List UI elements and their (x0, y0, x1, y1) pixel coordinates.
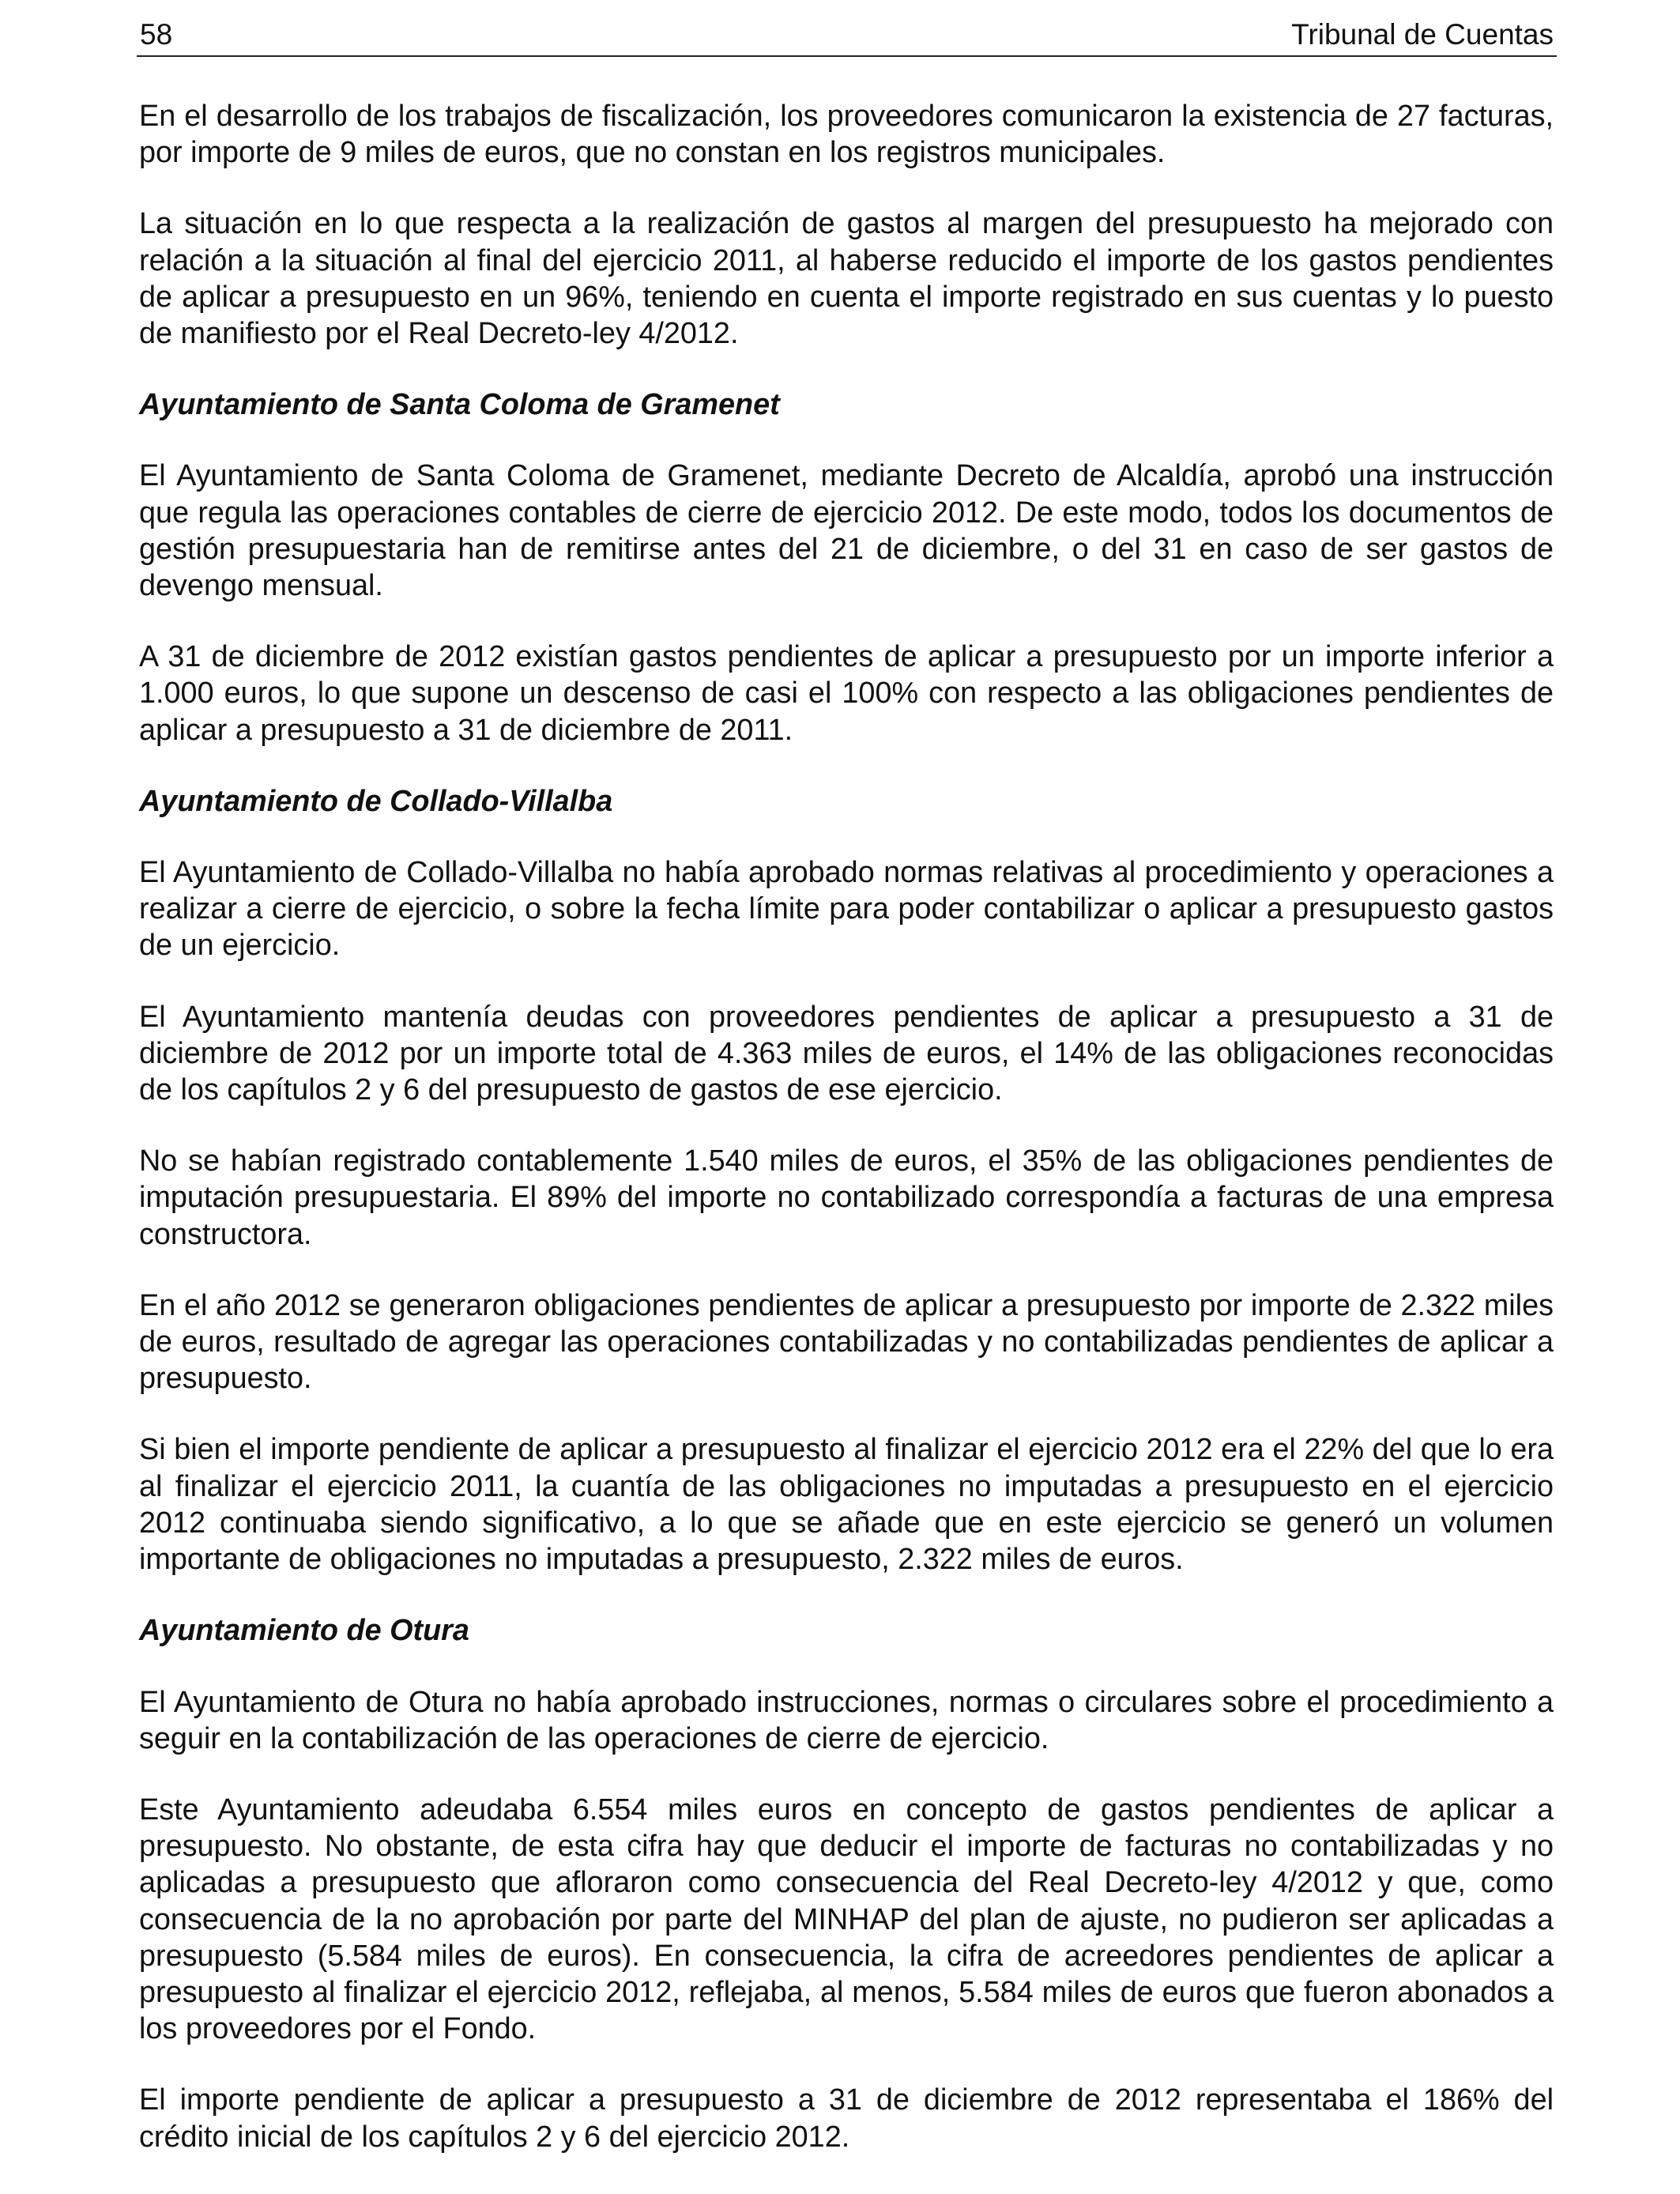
paragraph: Este Ayuntamiento adeudaba 6.554 miles euros en concepto de gastos pendientes de aplicar a presupuesto. No obstante, de esta cifra hay que deducir el importe de facturas no contabilizadas y no aplicadas a presupuesto que afloraron como consecuencia del Real Decreto-ley 4/2012 y que, como consecuencia de la no aprobación por parte del MINHAP del plan de ajuste, no pudieron ser aplicadas a presupuesto (5.584 miles de euros). En consecuencia, la cifra de acreedores pendientes de aplicar a presupuesto al finalizar el ejercicio 2012, reflejaba, al menos, 5.584 miles de euros que fueron abonados a los proveedores por el Fondo. (139, 1793, 1554, 2046)
paragraph: El Ayuntamiento de Collado-Villalba no había aprobado normas relativas al procedimiento y operaciones a realizar a cierre de ejercicio, o sobre la fecha límite para poder contabilizar o aplicar a presupuesto gastos de un ejercicio. (139, 856, 1554, 963)
document-body (139, 98, 1554, 2190)
paragraph: La situación en lo que respecta a la realización de gastos al margen del presupuesto ha mejorado con relación a la situación al final del ejercicio 2011, al haberse reducido el importe de los gastos pendientes de aplicar a presupuesto en un 96%, teniendo en cuenta el importe registrado en sus cuentas y lo puesto de manifiesto por el Real Decreto-ley 4/2012. (139, 207, 1554, 351)
paragraph: El Ayuntamiento de Santa Coloma de Gramenet, mediante Decreto de Alcaldía, aprobó una instrucción que regula las operaciones contables de cierre de ejercicio 2012. De este modo, todos los documentos de gestión presupuestaria han de remitirse antes del 21 de diciembre, o del 31 en caso de ser gastos de devengo mensual. (139, 459, 1554, 603)
section-heading-collado-villalba: Ayuntamiento de Collado-Villalba (139, 784, 613, 818)
section-heading-santa-coloma: Ayuntamiento de Santa Coloma de Gramenet (139, 388, 780, 422)
paragraph: El Ayuntamiento mantenía deudas con proveedores pendientes de aplicar a presupuesto a 31 de diciembre de 2012 por un importe total de 4.363 miles de euros, el 14% de las obligaciones reconocidas de los capítulos 2 y 6 del presupuesto de gastos de ese ejercicio. (139, 1000, 1554, 1107)
section-heading-otura: Ayuntamiento de Otura (139, 1614, 469, 1648)
paragraph: En el año 2012 se generaron obligaciones pendientes de aplicar a presupuesto por importe de 2.322 miles de euros, resultado de agregar las operaciones contabilizadas y no contabilizadas pendientes de aplicar a presupuesto. (139, 1288, 1554, 1396)
paragraph: No se habían registrado contablemente 1.540 miles de euros, el 35% de las obligaciones pendientes de imputación presupuestaria. El 89% del importe no contabilizado correspondía a facturas de una empresa constructora. (139, 1144, 1554, 1251)
page-header (137, 14, 1557, 57)
paragraph: El importe pendiente de aplicar a presupuesto a 31 de diciembre de 2012 representaba el 186% del crédito inicial de los capítulos 2 y 6 del ejercicio 2012. (139, 2083, 1554, 2154)
paragraph: A 31 de diciembre de 2012 existían gastos pendientes de aplicar a presupuesto por un importe inferior a 1.000 euros, lo que supone un descenso de casi el 100% con respecto a las obligaciones pendientes de aplicar a presupuesto a 31 de diciembre de 2011. (139, 640, 1554, 747)
paragraph: El Ayuntamiento de Otura no había aprobado instrucciones, normas o circulares sobre el procedimiento a seguir en la contabilización de las operaciones de cierre de ejercicio. (139, 1685, 1554, 1755)
running-title: Tribunal de Cuentas (1291, 18, 1554, 51)
page-number: 58 (140, 18, 173, 51)
paragraph: En el desarrollo de los trabajos de fiscalización, los proveedores comunicaron la existencia de 27 facturas, por importe de 9 miles de euros, que no constan en los registros municipales. (139, 100, 1554, 170)
paragraph: Si bien el importe pendiente de aplicar a presupuesto al finalizar el ejercicio 2012 era el 22% del que lo era al finalizar el ejercicio 2011, la cuantía de las obligaciones no imputadas a presupuesto en el ejercicio 2012 continuaba siendo significativo, a lo que se añade que en este ejercicio se generó un volumen importante de obligaciones no imputadas a presupuesto, 2.322 miles de euros. (139, 1433, 1554, 1577)
